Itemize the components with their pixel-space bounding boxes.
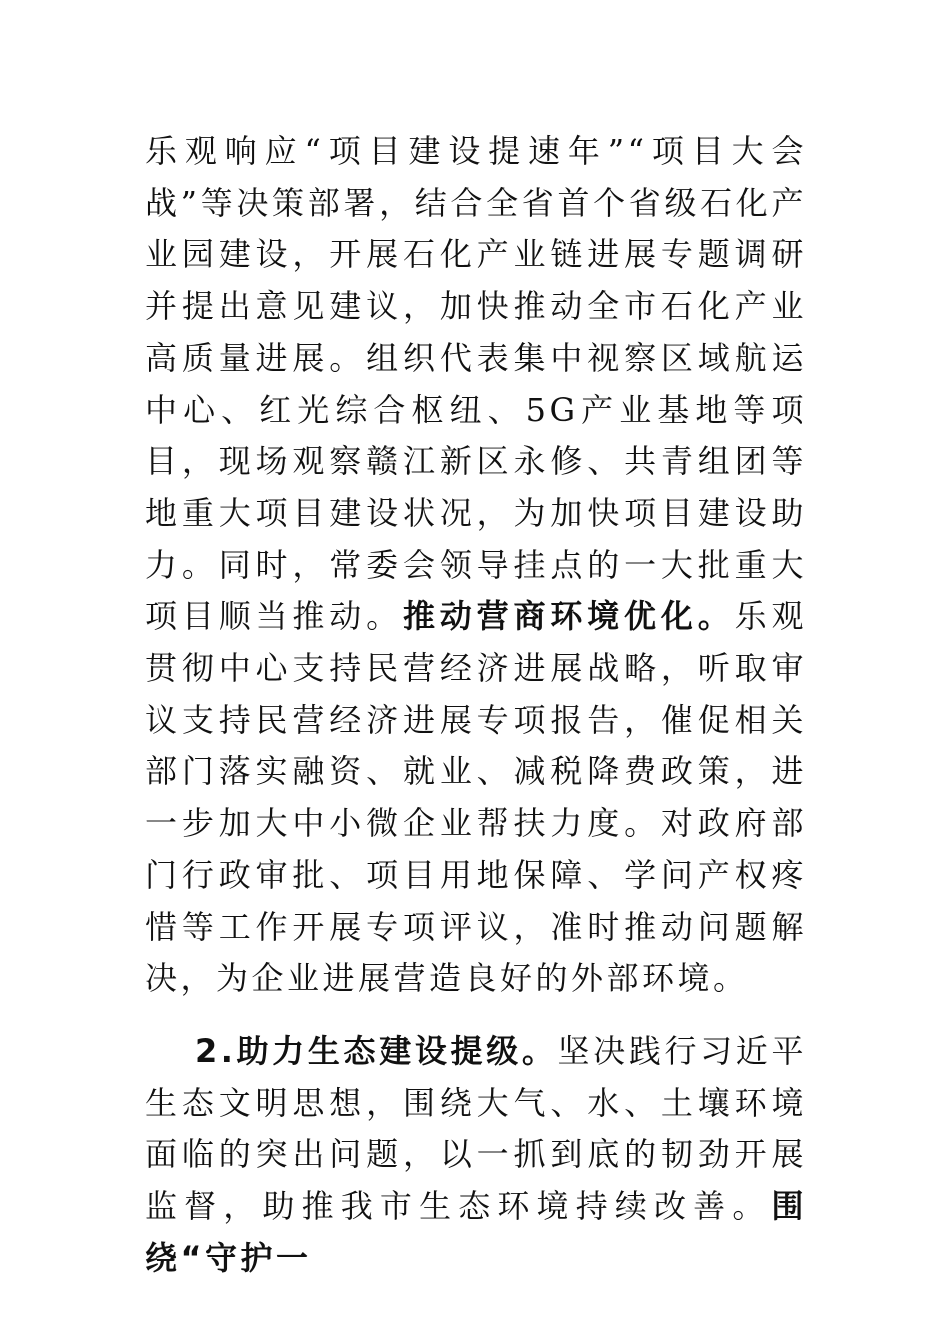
paragraph-2-bold-subheading: 围绕“守护一 xyxy=(145,1187,807,1277)
paragraph-2-heading: 2.助力生态建设提级。 xyxy=(195,1031,558,1070)
paragraph-2-text-1: 坚决践行习近平生态文明思想，围绕大气、水、土壤环境面临的突出问题，以一抓到底的韧劲开展监督，助推我市生态环境持续改善。 xyxy=(145,1031,807,1226)
paragraph-1-text-1: 乐观响应“项目建设提速年”“项目大会战”等决策部署，结合全省首个省级石化产业园建设，开展石化产业链进展专题调研并提出意见建议，加快推动全市石化产业高质量进展。组织代表集中视察区域航运中心、红光综合枢纽、5G产业基地等项目，现场观察赣江新区永修、共青组团等地重大项目建设状况，为加快项目建设助力。同时，常委会领导挂点的一大批重大项目顺当推动。 xyxy=(145,132,807,636)
paragraph-2 xyxy=(145,1026,807,1285)
paragraph-1-bold-heading: 推动营商环境优化。 xyxy=(402,597,735,636)
paragraph-1 xyxy=(145,126,807,1005)
paragraph-1-text-2: 乐观贯彻中心支持民营经济进展战略，听取审议支持民营经济进展专项报告，催促相关部门落实融资、就业、减税降费政策，进一步加大中小微企业帮扶力度。对政府部门行政审批、项目用地保障、学问产权疼惜等工作开展专项评议，准时推动问题解决，为企业进展营造良好的外部环境。 xyxy=(145,597,807,998)
document-body xyxy=(145,126,807,1284)
